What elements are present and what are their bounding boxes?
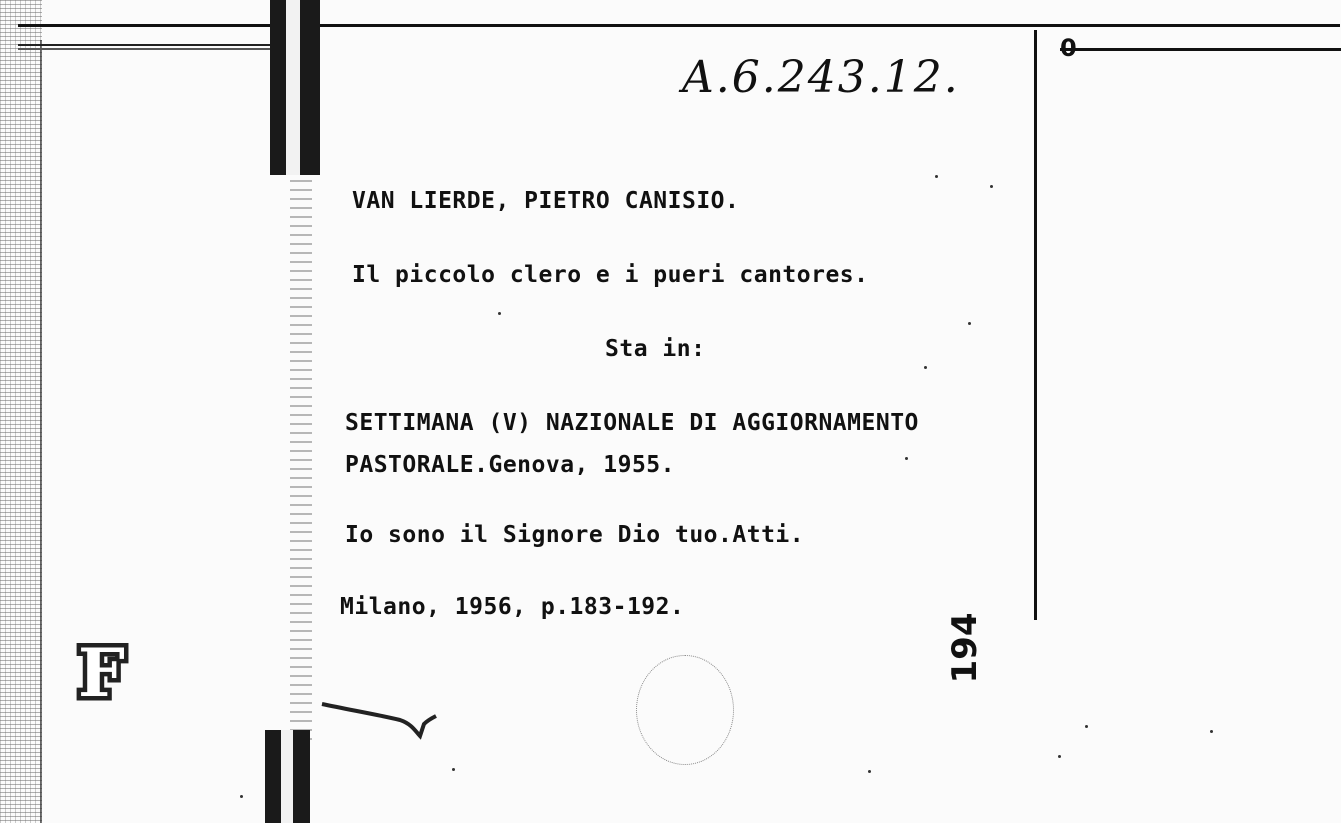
speck	[868, 770, 871, 773]
speck	[935, 175, 938, 178]
margin-mark: 0	[1060, 34, 1077, 62]
card-title: Il piccolo clero e i pueri cantores.	[352, 262, 869, 288]
top-rule-line	[18, 24, 1340, 27]
speck	[968, 322, 971, 325]
card-sta-in: Sta in:	[605, 336, 706, 362]
punch-hole	[636, 655, 734, 765]
speck	[1085, 725, 1088, 728]
binder-strip-bottom	[265, 730, 310, 823]
speck	[905, 457, 908, 460]
speck	[1058, 755, 1061, 758]
speck	[924, 366, 927, 369]
card-series-line-1: SETTIMANA (V) NAZIONALE DI AGGIORNAMENTO	[345, 410, 919, 436]
card-series-line-2: PASTORALE.Genova, 1955.	[345, 452, 675, 478]
speck	[1210, 730, 1213, 733]
right-top-rule-line	[1060, 48, 1341, 51]
binder-strip-top	[270, 0, 320, 175]
speck	[990, 185, 993, 188]
drawer-letter: F	[78, 634, 125, 712]
card-right-edge	[1034, 30, 1037, 620]
speck	[240, 795, 243, 798]
ink-smudge	[320, 690, 440, 740]
speck	[498, 312, 501, 315]
left-edge-line	[40, 40, 42, 823]
binder-dotted-column	[290, 180, 312, 740]
card-subtitle: Io sono il Signore Dio tuo.Atti.	[345, 522, 805, 548]
scanner-left-edge	[0, 0, 42, 823]
call-number: A.6.243.12.	[682, 52, 960, 103]
speck	[452, 768, 455, 771]
card-author: VAN LIERDE, PIETRO CANISIO.	[352, 188, 740, 214]
stamp-number: 194	[945, 612, 985, 684]
card-imprint: Milano, 1956, p.183-192.	[340, 594, 685, 620]
